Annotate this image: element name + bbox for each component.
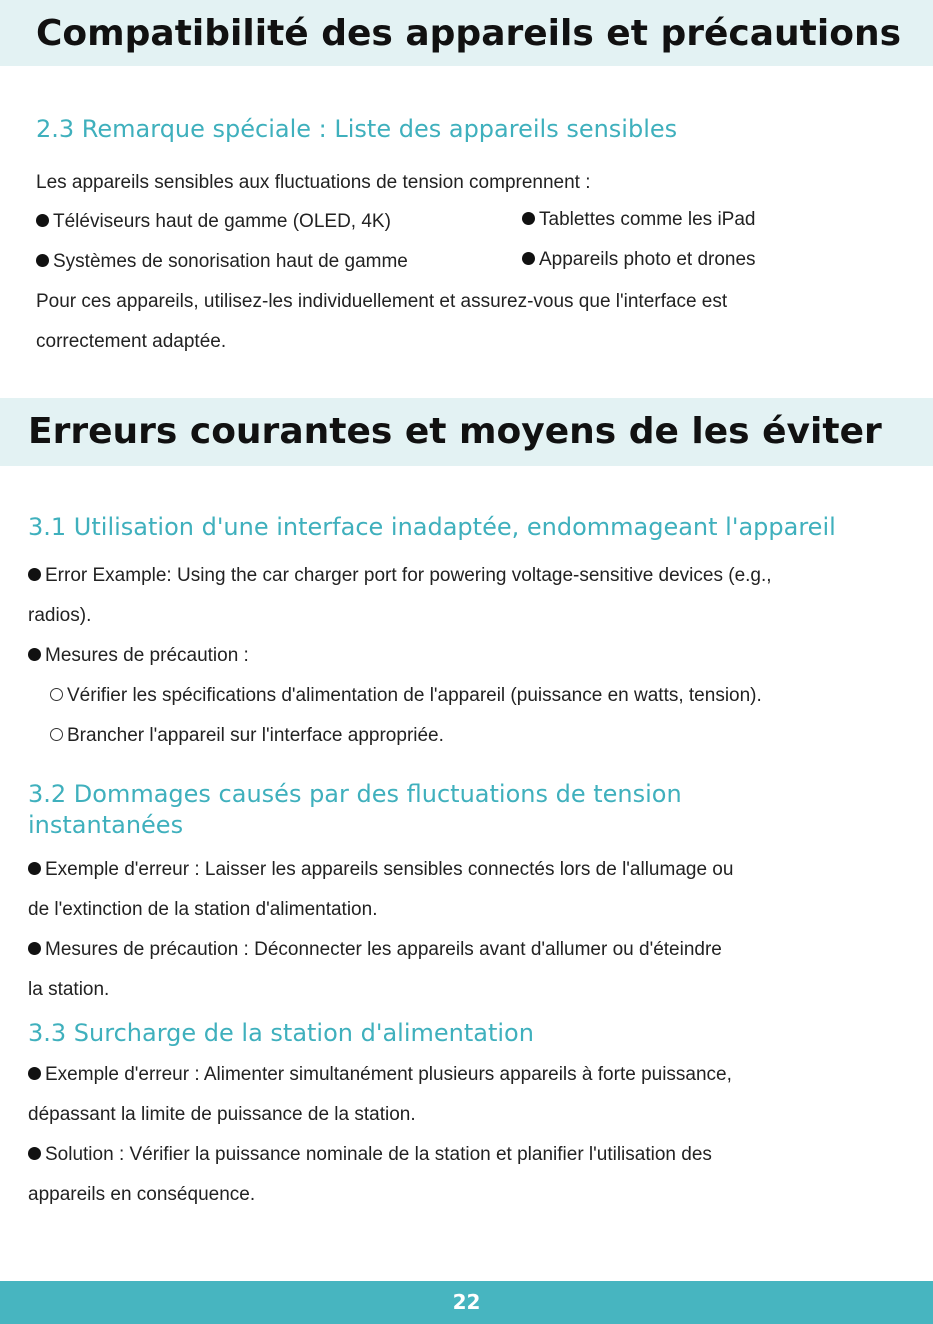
- error-example-text: Exemple d'erreur : Laisser les appareils sensibles connectés lors de l'allumage ou: [45, 859, 734, 880]
- page-footer: [0, 1281, 933, 1324]
- section-3-3-title: 3.3 Surcharge de la station d'alimentation: [28, 1019, 534, 1047]
- section-title: Erreurs courantes et moyens de les éviter: [28, 411, 882, 452]
- precaution-item: [50, 724, 444, 748]
- bullet-dot-icon: [36, 254, 49, 267]
- bullet-dot-icon: [28, 648, 41, 661]
- bullet-circle-icon: [50, 688, 63, 701]
- error-example-text: Error Example: Using the car charger port for powering voltage-sensitive devices (e.g.,: [45, 565, 772, 586]
- precaution-item-text: Vérifier les spécifications d'alimentation de l'appareil (puissance en watts, tension).: [67, 685, 762, 706]
- bullet-dot-icon: [28, 862, 41, 875]
- precaution-label: [28, 644, 249, 668]
- device-item: [36, 250, 408, 274]
- device-item: [36, 210, 391, 234]
- precaution-item-text: Brancher l'appareil sur l'interface appropriée.: [67, 725, 444, 746]
- section-3-1-title: 3.1 Utilisation d'une interface inadaptée, endommageant l'appareil: [28, 513, 836, 541]
- bullet-dot-icon: [522, 212, 535, 225]
- bullet-dot-icon: [28, 568, 41, 581]
- error-example: [28, 858, 733, 882]
- section-2-3-intro: Les appareils sensibles aux fluctuations de tension comprennent :: [36, 172, 591, 193]
- bullet-dot-icon: [36, 214, 49, 227]
- device-label: Tablettes comme les iPad: [539, 209, 756, 230]
- precaution-cont: la station.: [28, 979, 110, 1000]
- page-number: 22: [452, 1290, 481, 1314]
- section-3-2-title-cont: instantanées: [28, 811, 184, 839]
- solution-cont: appareils en conséquence.: [28, 1184, 256, 1205]
- page-title: Compatibilité des appareils et précautions: [36, 13, 902, 54]
- section-2-3-note-cont: correctement adaptée.: [36, 331, 227, 352]
- solution-item: [28, 1143, 712, 1167]
- bullet-circle-icon: [50, 728, 63, 741]
- precaution-text: Mesures de précaution : Déconnecter les appareils avant d'allumer ou d'éteindre: [45, 939, 722, 960]
- error-example-text: Exemple d'erreur : Alimenter simultanément plusieurs appareils à forte puissance,: [45, 1064, 732, 1085]
- solution-text: Solution : Vérifier la puissance nominale de la station et planifier l'utilisation des: [45, 1144, 712, 1165]
- error-example-cont: radios).: [28, 605, 92, 626]
- precaution-item: [28, 938, 722, 962]
- error-example: [28, 1063, 732, 1087]
- error-example-cont: de l'extinction de la station d'alimentation.: [28, 899, 378, 920]
- section-2-3-title: 2.3 Remarque spéciale : Liste des appareils sensibles: [36, 115, 678, 143]
- bullet-dot-icon: [28, 1067, 41, 1080]
- bullet-dot-icon: [28, 1147, 41, 1160]
- section-2-3-note: Pour ces appareils, utilisez-les individuellement et assurez-vous que l'interface est: [36, 291, 728, 312]
- error-example: [28, 564, 772, 588]
- bullet-dot-icon: [522, 252, 535, 265]
- precaution-item: [50, 684, 762, 708]
- section-header-band: [0, 398, 933, 466]
- section-3-2-title: 3.2 Dommages causés par des fluctuations de tension: [28, 780, 682, 808]
- device-label: Systèmes de sonorisation haut de gamme: [53, 251, 408, 272]
- device-item: [522, 208, 756, 232]
- error-example-cont: dépassant la limite de puissance de la station.: [28, 1104, 416, 1125]
- device-item: [522, 248, 756, 272]
- device-label: Téléviseurs haut de gamme (OLED, 4K): [53, 211, 391, 232]
- section-header-band: [0, 0, 933, 66]
- device-label: Appareils photo et drones: [539, 249, 756, 270]
- bullet-dot-icon: [28, 942, 41, 955]
- precaution-label-text: Mesures de précaution :: [45, 645, 249, 666]
